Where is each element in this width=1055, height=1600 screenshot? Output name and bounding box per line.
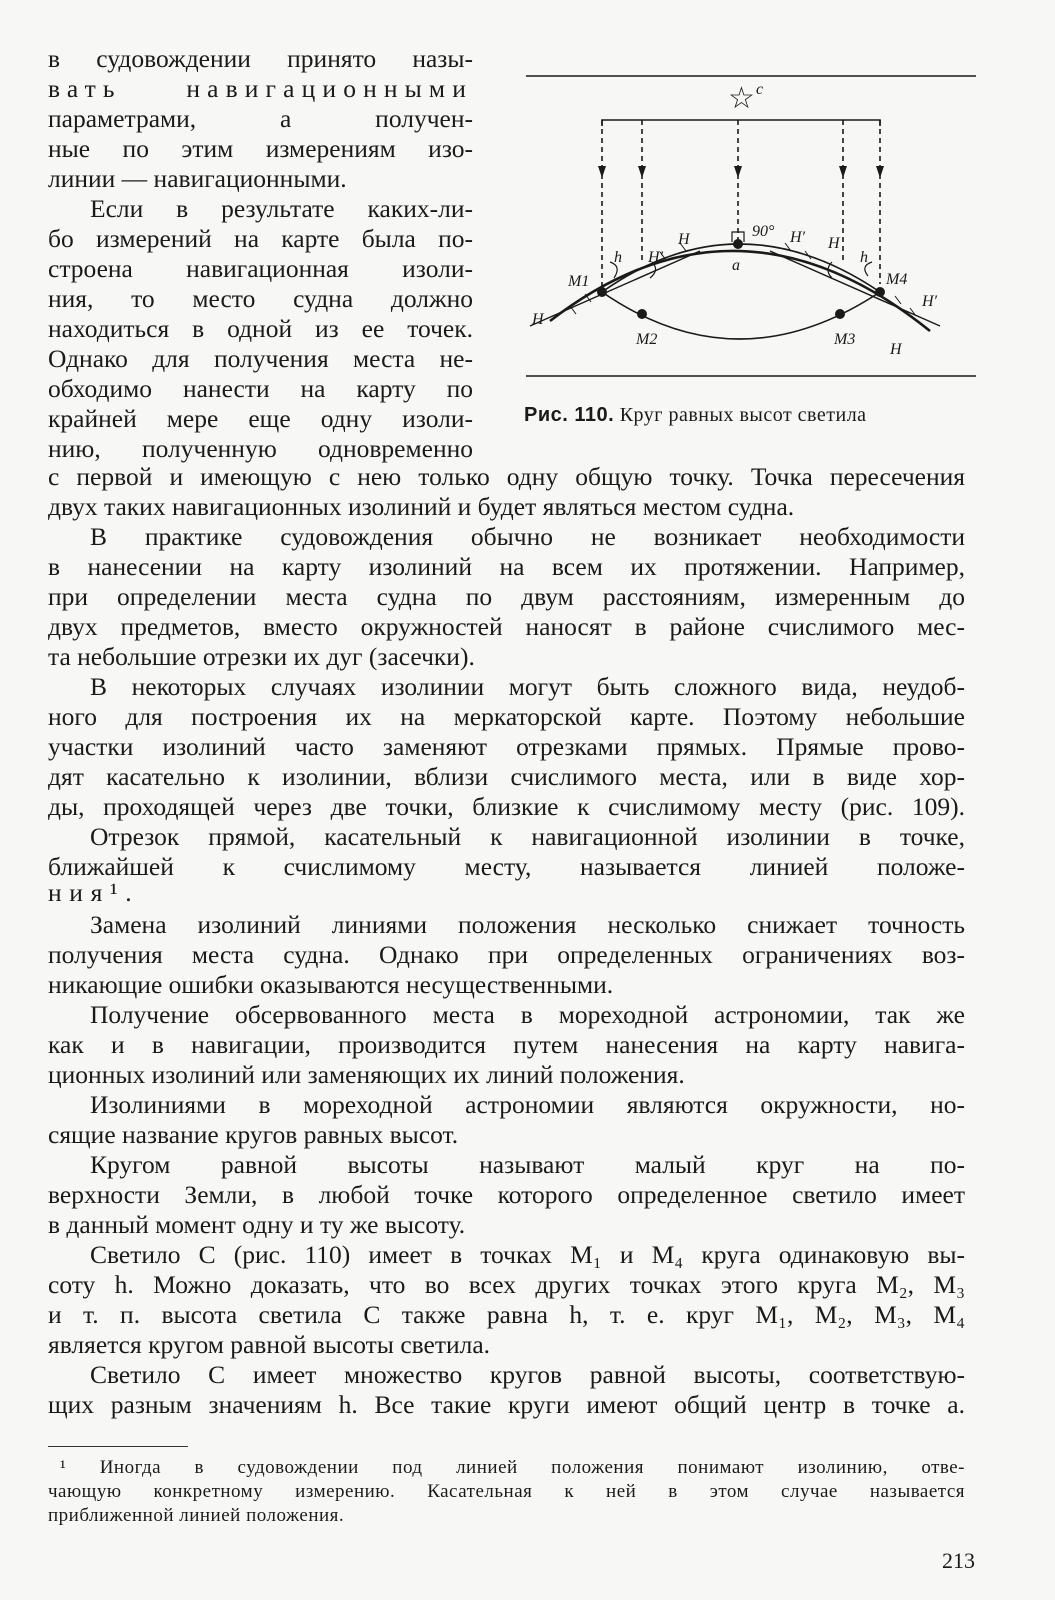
- text-line: Кругом равной высоты называют малый круг на по-: [90, 1150, 965, 1179]
- text-line: ближайшей к счислимому месту, называется линией положе-: [48, 852, 965, 881]
- text-line: при определении места судна по двум расстояниям, измеренным до: [48, 582, 965, 611]
- label-h-upper: H: [678, 231, 690, 248]
- text-line: ционных изолиний или заменяющих их линий положения.: [48, 1060, 685, 1089]
- label-h-prime: H′: [922, 293, 938, 310]
- text-line: ния, то место судна должно: [48, 284, 473, 313]
- point-m2: [637, 309, 647, 319]
- star-icon: ☆: [728, 82, 755, 115]
- label-h-prime: H′: [790, 229, 806, 246]
- text-line: щих разным значениям h. Все такие круги имеют общий центр в точке a.: [48, 1390, 965, 1419]
- text-line: в данный момент одну и ту же высоту.: [48, 1210, 466, 1239]
- text-line: бо измерений на карте была по-: [48, 224, 473, 253]
- light-rays: [602, 120, 880, 291]
- text-line: дят касательно к изолинии, вблизи счислимого места, или в виде хор-: [48, 762, 965, 791]
- text-line: как и в навигации, производится путем нанесения на карту навига-: [48, 1030, 965, 1059]
- text-line: крайней мере еще одну изоли-: [48, 404, 473, 433]
- figure-caption: [524, 402, 867, 428]
- point-m3: [835, 309, 845, 319]
- point-m4: [875, 287, 885, 297]
- label-h-upper: H: [532, 311, 544, 328]
- text-line: строена навигационная изоли-: [48, 254, 473, 283]
- sea-surface: [550, 251, 930, 331]
- text-line: та небольшие отрезки их дуг (засечки).: [48, 642, 475, 671]
- text-line: двух предметов, вместо окружностей наносят в районе счислимого мес-: [48, 612, 965, 641]
- text-line: В практике судовождения обычно не возникает необходимости: [90, 522, 965, 551]
- text-line: является кругом равной высоты светила.: [48, 1330, 491, 1359]
- ray-frame: [602, 120, 880, 126]
- text-line: Светило C имеет множество кругов равной высоты, соответствую-: [90, 1360, 965, 1389]
- text-line: в судовождении принято назы-: [48, 44, 473, 73]
- footnote-rule: [48, 1446, 188, 1447]
- label-m1: M1: [568, 273, 590, 290]
- caption-label: Рис. 110.: [524, 404, 615, 426]
- text-line: с первой и имеющую с нею только одну общую точку. Точка пересечения: [48, 462, 965, 491]
- ray-arrows: [598, 166, 884, 178]
- text-line: никающие ошибки оказываются несущественными.: [48, 970, 614, 999]
- label-h: h: [860, 249, 868, 266]
- text-line: Однако для получения места не-: [48, 344, 473, 373]
- label-h: h: [614, 249, 622, 266]
- figure-110-diagram: [510, 56, 980, 386]
- label-m2: M2: [636, 331, 658, 348]
- point-a: [733, 239, 743, 249]
- text-line: получения места судна. Однако при определенных ограничениях воз-: [48, 940, 965, 969]
- text-line: верхности Земли, в любой точке которого определенное светило имеет: [48, 1180, 965, 1209]
- text-line: ные по этим измерениям изо-: [48, 134, 473, 163]
- text-line: Светило C (рис. 110) имеет в точках M₁ и M₄ круга одинаковую вы-: [90, 1240, 965, 1269]
- footnote-line: приближенной линией положения.: [48, 1505, 345, 1526]
- text-line: в нанесении на карту изолиний на всем их протяжении. Например,: [48, 552, 965, 581]
- text-line: параметрами, а получен-: [48, 104, 473, 133]
- page-number: 213: [942, 1548, 975, 1573]
- text-line: нию, полученную одновременно: [48, 434, 473, 463]
- text-line: Получение обсервованного места в мореходной астрономии, так же: [90, 1000, 965, 1029]
- label-h-upper: H: [890, 341, 902, 358]
- text-line: и т. п. высота светила C также равна h, т. е. круг M₁, M₂, M₃, M₄: [48, 1300, 965, 1329]
- text-line: линии — навигационными.: [48, 164, 347, 193]
- text-line: сящие название кругов равных высот.: [48, 1120, 459, 1149]
- label-h-prime: H′: [648, 249, 664, 266]
- text-line: находиться в одной из ее точек.: [48, 314, 473, 343]
- text-line: Изолиниями в мореходной астрономии являются окружности, но-: [90, 1090, 965, 1119]
- text-line: участки изолиний часто заменяют отрезками прямых. Прямые прово-: [48, 732, 965, 761]
- label-h-upper: H: [828, 235, 840, 252]
- text-line: Замена изолиний линиями положения несколько снижает точность: [90, 910, 965, 939]
- point-m1: [597, 287, 607, 297]
- text-line: Если в результате каких-ли-: [90, 194, 473, 223]
- label-a: a: [732, 257, 740, 274]
- caption-text: Круг равных высот светила: [619, 404, 867, 426]
- label-c: c: [756, 81, 764, 98]
- text-line: В некоторых случаях изолинии могут быть сложного вида, неудоб-: [90, 672, 965, 701]
- footnote-line: ¹ Иногда в судовождении под линией положения понимают изолинию, отве-: [60, 1457, 965, 1478]
- label-90: 90°: [752, 223, 775, 240]
- text-line: ния¹.: [48, 878, 140, 907]
- text-line: вать навигационными: [48, 74, 473, 103]
- text-line: соту h. Можно доказать, что во всех других точках этого круга M₂, M₃: [48, 1270, 965, 1299]
- label-m3: M3: [834, 331, 856, 348]
- text-line: ного для построения их на меркаторской карте. Поэтому небольшие: [48, 702, 965, 731]
- footnote-line: чающую конкретному измерению. Касательная к ней в этом случае называется: [48, 1481, 965, 1502]
- text-line: Отрезок прямой, касательный к навигационной изолинии в точке,: [90, 822, 965, 851]
- text-line: обходимо нанести на карту по: [48, 374, 473, 403]
- label-m4: M4: [886, 271, 908, 288]
- text-line: двух таких навигационных изолиний и будет являться местом судна.: [48, 492, 795, 521]
- text-line: ды, проходящей через две точки, близкие к счислимому месту (рис. 109).: [48, 792, 965, 821]
